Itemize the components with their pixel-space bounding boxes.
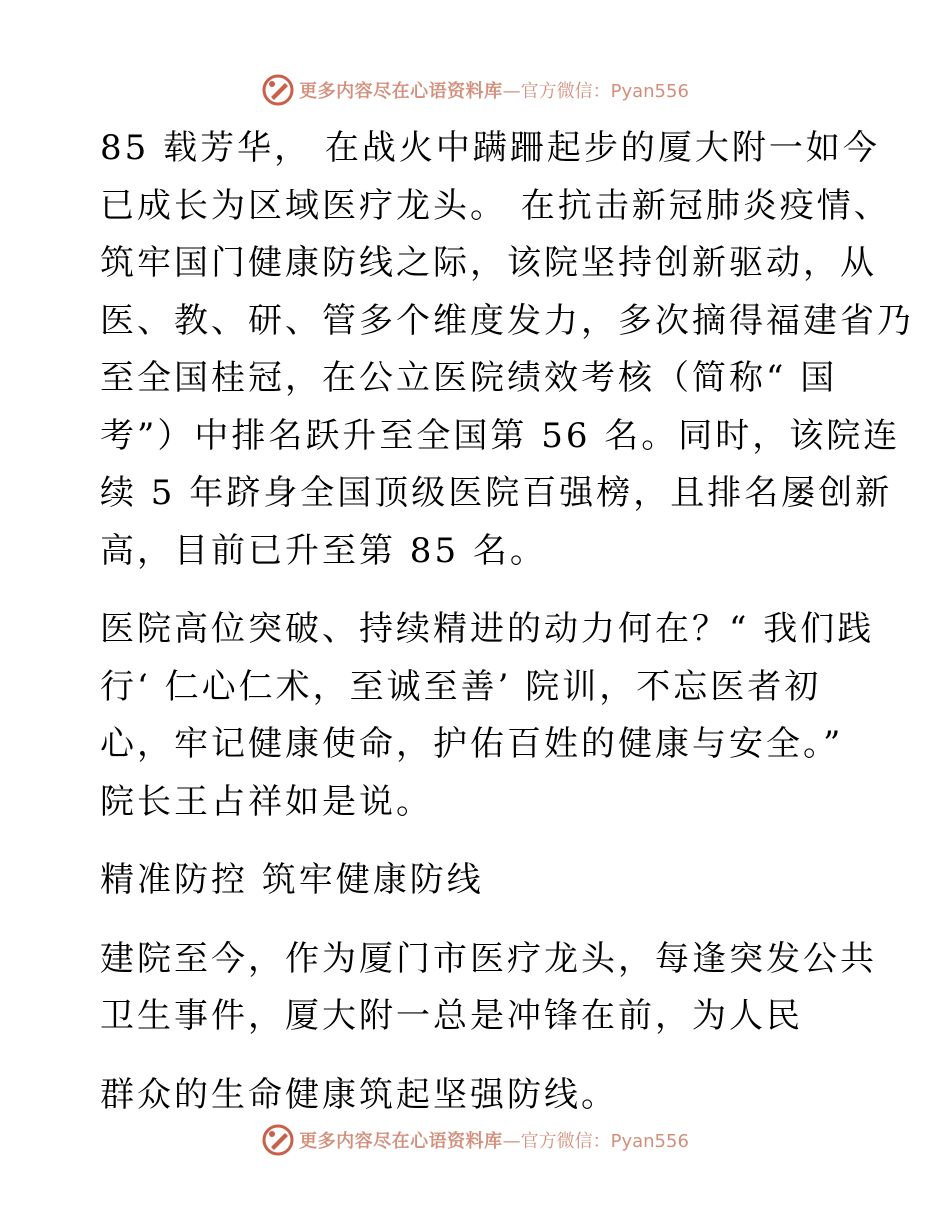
watermark-wechat: —官方微信：Pyan556 bbox=[502, 1131, 689, 1152]
watermark-text: 更多内容尽在心语资料库 bbox=[299, 81, 503, 102]
text-line: 卫生事件，厦大附一总是冲锋在前，为人民 bbox=[100, 996, 803, 1036]
text-line: 筑牢国门健康防线之际，该院坚持创新驱动，从 bbox=[100, 243, 877, 283]
text-line: 群众的生命健康筑起坚强防线。 bbox=[100, 1074, 618, 1115]
brand-logo-icon bbox=[261, 73, 295, 107]
text-line: 院长王占祥如是说。 bbox=[100, 781, 433, 822]
text-line: 医院高位突破、持续精进的动力何在？“ 我们践 bbox=[100, 609, 875, 649]
text-line: 医、教、研、管多个维度发力，多次摘得福建省乃 bbox=[100, 300, 914, 341]
watermark-text: 更多内容尽在心语资料库 bbox=[299, 1131, 503, 1152]
paragraph-4 bbox=[100, 1067, 860, 1125]
article-body bbox=[100, 120, 914, 1124]
text-line: 高，目前已升至第 85 名。 bbox=[100, 530, 547, 571]
brand-logo-icon bbox=[261, 1123, 295, 1157]
section-heading bbox=[100, 852, 860, 910]
footer-watermark bbox=[0, 1120, 950, 1160]
text-line: 续 5 年跻身全国顶级医院百强榜，且排名屡创新 bbox=[100, 473, 893, 513]
watermark-wechat: —官方微信：Pyan556 bbox=[502, 81, 689, 102]
text-line: 建院至今，作为厦门市医疗龙头，每逢突发公共 bbox=[100, 938, 877, 979]
header-watermark bbox=[0, 70, 950, 110]
paragraph-2 bbox=[100, 601, 875, 831]
text-line: 已成长为区域医疗龙头。 在抗击新冠肺炎疫情、 bbox=[100, 185, 891, 226]
text-line: 85 载芳华， 在战火中蹒跚起步的厦大附一如今 bbox=[100, 128, 880, 168]
text-line: 考”）中排名跃升至全国第 56 名。同时，该院连 bbox=[100, 415, 901, 456]
text-line: 心，牢记健康使命，护佑百姓的健康与安全。” bbox=[100, 724, 844, 764]
text-line: 至全国桂冠，在公立医院绩效考核（简称“ 国 bbox=[100, 358, 838, 398]
text-line: 行‘ 仁心仁术，至诚至善’ 院训，不忘医者初 bbox=[100, 666, 822, 707]
paragraph-3 bbox=[100, 931, 877, 1046]
paragraph-1 bbox=[100, 120, 914, 580]
text-line: 精准防控 筑牢健康防线 bbox=[100, 860, 484, 900]
